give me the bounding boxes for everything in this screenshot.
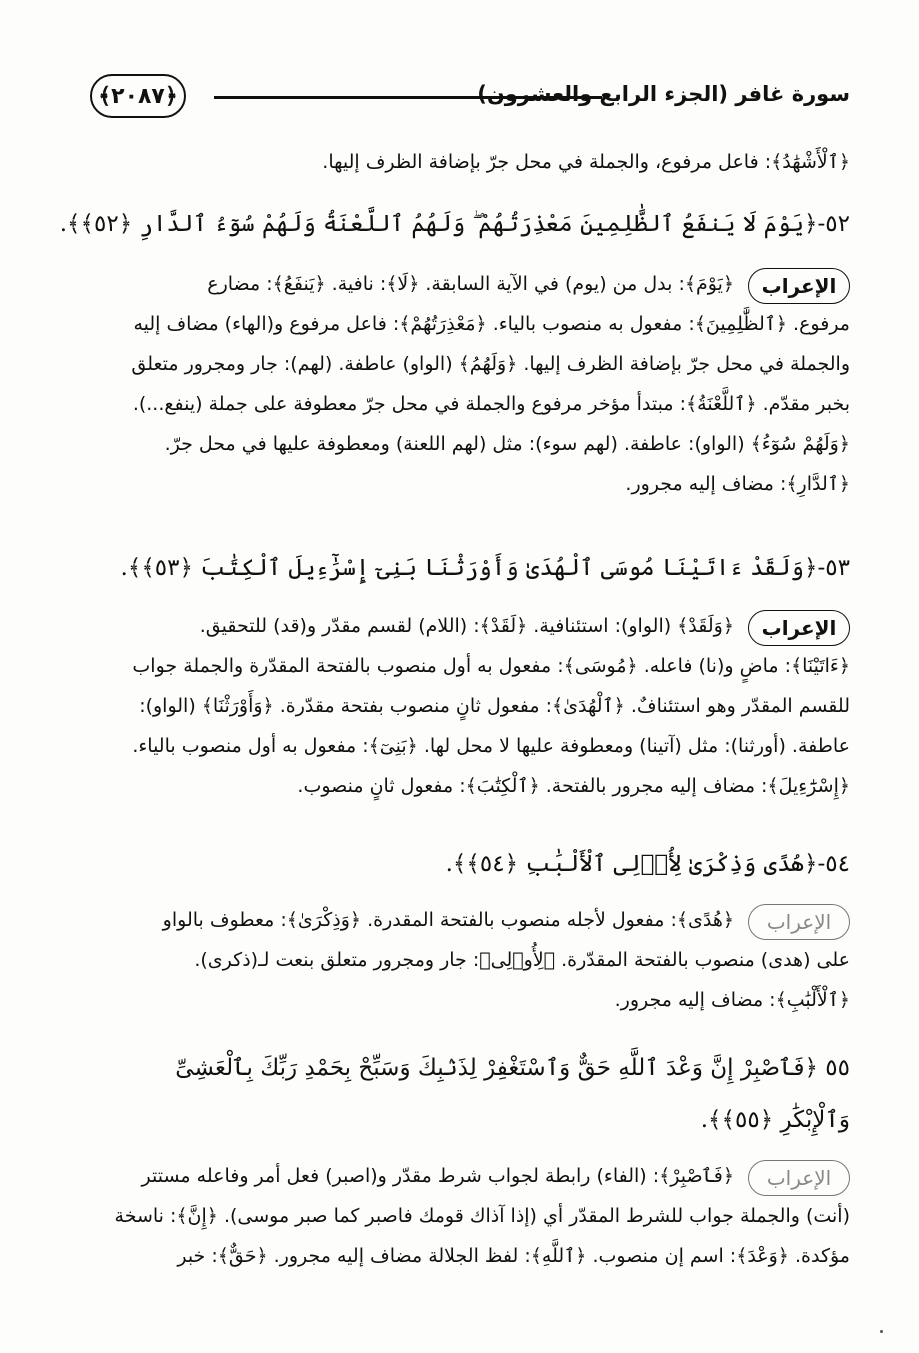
irab-label: الإعراب	[748, 904, 850, 940]
irab-label: الإعراب	[748, 610, 850, 646]
section-54	[60, 836, 850, 892]
intro-line: ﴿ٱلْأَشْهَٰدُ﴾: فاعل مرفوع، والجملة في محل جرّ بإضافة الظرف إليها.	[322, 151, 850, 173]
section-52	[60, 196, 850, 252]
irab-line: ﴿وَلَقَدْ﴾ (الواو): استئنافية. ﴿لَقَدْ﴾: (اللام) لقسم مقدّر و(قد) للتحقيق.	[199, 615, 734, 637]
irab-line: على (هدى) منصوب بالفتحة المقدّرة. ﴿لِأُو۟لِى﴾: جار ومجرور متعلق بنعت لـ(ذكرى).	[194, 949, 850, 971]
irab-line: ﴿وَلَهُمْ سُوٓءُ﴾ (الواو): عاطفة. (لهم سوء): مثل (لهم اللعنة) ومعطوفة عليها في محل جرّ.	[164, 433, 850, 455]
irab-line: عاطفة. (أورثنا): مثل (آتينا) ومعطوفة عليها لا محل لها. ﴿بَنِىٓ﴾: مفعول به أول منصوب بالياء.	[132, 735, 850, 757]
irab-53	[60, 606, 850, 806]
irab-line: (أنت) والجملة جواب للشرط المقدّر أي (إذا آذاك قومك فاصبر كما صبر موسى). ﴿إِنَّ﴾: ناسخة	[114, 1205, 850, 1227]
verse-53: ٥٣-﴿وَلَقَدْ ءَاتَيْنَا مُوسَى ٱلْهُدَىٰ وَأَوْرَثْنَا بَنِىٓ إِسْرَٰٓءِيلَ ٱلْكِتَٰبَ ﴿٥٣﴾﴾.	[120, 555, 850, 581]
section-53	[60, 540, 850, 596]
irab-line: ﴿إِسْرَٰٓءِيلَ﴾: مضاف إليه مجرور بالفتحة. ﴿ٱلْكِتَٰبَ﴾: مفعول ثانٍ منصوب.	[297, 775, 850, 797]
verse-52: ٥٢-﴿يَوْمَ لَا يَنفَعُ ٱلظَّٰلِمِينَ مَعْذِرَتُهُمْ ۖ وَلَهُمُ ٱللَّعْنَةُ وَلَهُمْ سُوٓءُ ٱلدَّارِ ﴿٥٢﴾﴾.	[60, 211, 850, 237]
irab-line: والجملة في محل جرّ بإضافة الظرف إليها. ﴿وَلَهُمُ﴾ (الواو) عاطفة. (لهم): جار ومجرور متعلق	[131, 353, 850, 375]
irab-line: بخبر مقدّم. ﴿ٱللَّعْنَةُ﴾: مبتدأ مؤخر مرفوع والجملة في محل جرّ معطوفة على جملة (ينفع...).	[132, 393, 850, 415]
irab-line: ﴿ٱلدَّارِ﴾: مضاف إليه مجرور.	[625, 473, 850, 495]
irab-line: مرفوع. ﴿ٱلظَّٰلِمِينَ﴾: مفعول به منصوب بالياء. ﴿مَعْذِرَتُهُمْ﴾: فاعل مرفوع و(الهاء) مضاف إليه	[133, 313, 850, 335]
irab-52	[60, 264, 850, 504]
section-55	[60, 1040, 850, 1144]
irab-label: الإعراب	[748, 1160, 850, 1196]
verse-55-continued: وَٱلْإِبْكَٰرِ ﴿٥٥﴾﴾.	[700, 1107, 850, 1133]
irab-line: ﴿فَٱصْبِرْ﴾: (الفاء) رابطة لجواب شرط مقدّر و(اصبر) فعل أمر وفاعله مستتر	[141, 1165, 734, 1187]
irab-line: ﴿هُدًى﴾: مفعول لأجله منصوب بالفتحة المقدرة. ﴿وَذِكْرَىٰ﴾: معطوف بالواو	[162, 909, 734, 931]
intro-block	[60, 142, 850, 182]
page-number: ﴿٢٠٨٧﴾	[90, 74, 186, 118]
page-header	[80, 70, 850, 126]
irab-label: الإعراب	[748, 268, 850, 304]
irab-line: ﴿ءَاتَيْنَا﴾: ماضٍ و(نا) فاعله. ﴿مُوسَى﴾: مفعول به أول منصوب بالفتحة المقدّرة والجملة جواب	[132, 655, 850, 677]
irab-54	[60, 900, 850, 1020]
verse-55: ٥٥ ﴿فَٱصْبِرْ إِنَّ وَعْدَ ٱللَّهِ حَقٌّ وَٱسْتَغْفِرْ لِذَنۢبِكَ وَسَبِّحْ بِحَمْدِ رَبِّكَ بِٱلْعَشِىِّ	[175, 1055, 850, 1081]
irab-line: مؤكدة. ﴿وَعْدَ﴾: اسم إن منصوب. ﴿ٱللَّهِ﴾: لفظ الجلالة مضاف إليه مجرور. ﴿حَقٌّ﴾: خبر	[177, 1245, 850, 1267]
irab-55	[60, 1156, 850, 1276]
irab-line: للقسم المقدّر وهو استئنافٌ. ﴿ٱلْهُدَىٰ﴾: مفعول ثانٍ منصوب بفتحة مقدّرة. ﴿وَأَوْرَثْنَا﴾ (الواو):	[139, 695, 850, 717]
irab-line: ﴿ٱلْأَلْبَٰبِ﴾: مضاف إليه مجرور.	[614, 989, 850, 1011]
irab-line: ﴿يَوْمَ﴾: بدل من (يوم) في الآية السابقة. ﴿لَا﴾: نافية. ﴿يَنفَعُ﴾: مضارع	[207, 273, 734, 295]
header-title: سورة غافر (الجزء الرابع والعشرون)	[477, 82, 850, 106]
verse-54: ٥٤-﴿هُدًى وَذِكْرَىٰ لِأُو۟لِى ٱلْأَلْبَٰبِ ﴿٥٤﴾﴾.	[445, 851, 850, 877]
page-speck	[880, 1330, 883, 1333]
